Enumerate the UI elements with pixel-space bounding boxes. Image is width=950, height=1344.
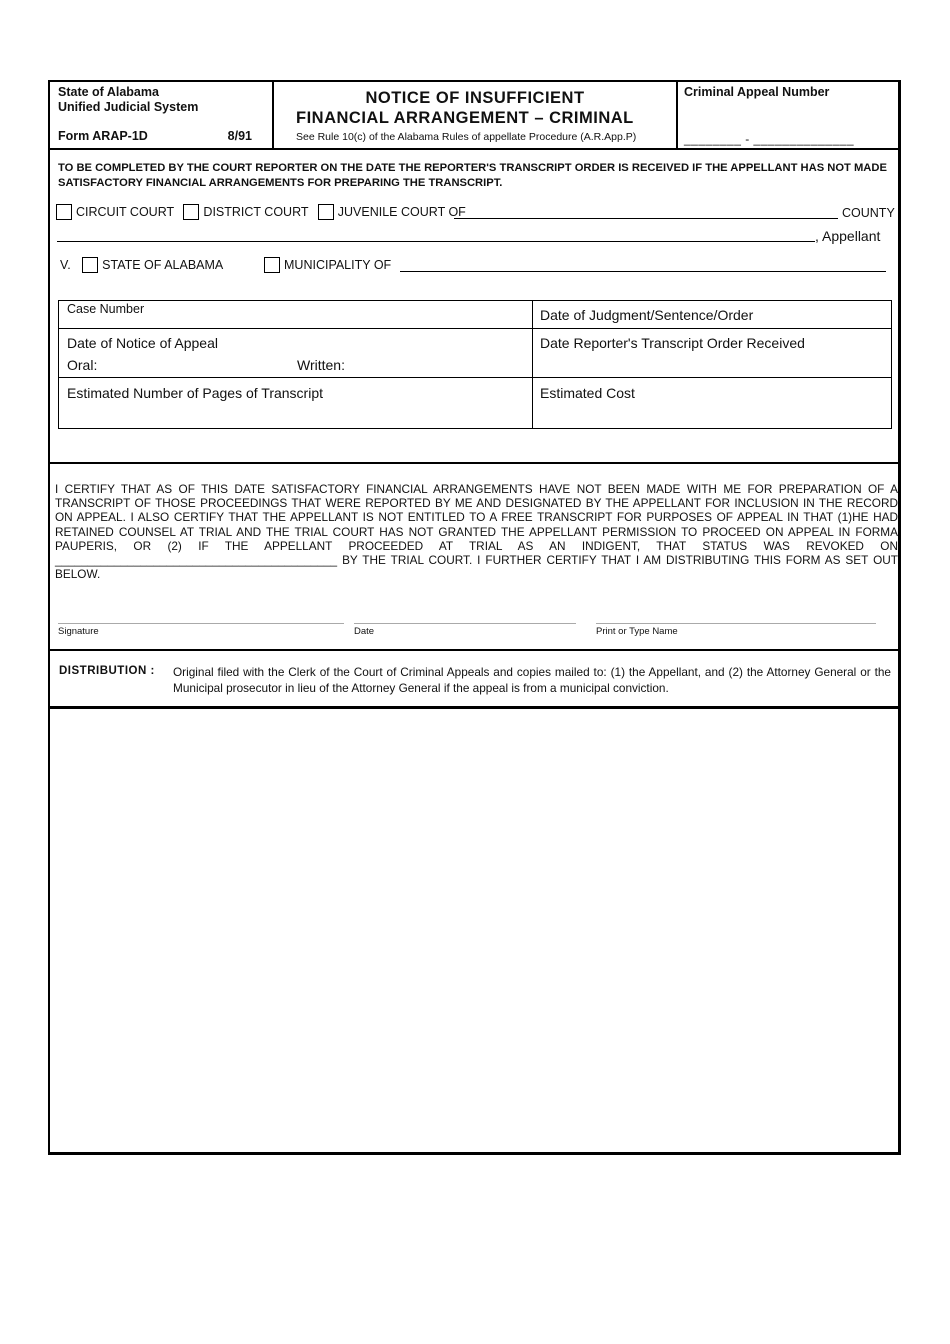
state-of-alabama-label: STATE OF ALABAMA xyxy=(102,258,224,272)
juvenile-court-label: JUVENILE COURT OF xyxy=(337,205,466,219)
municipality-row xyxy=(264,257,391,273)
appellant-label: , Appellant xyxy=(815,228,881,244)
signature-line[interactable] xyxy=(58,623,344,624)
date-label: Date xyxy=(354,626,375,637)
judicial-system: Unified Judicial System xyxy=(58,100,199,114)
county-field[interactable] xyxy=(454,207,838,219)
municipality-field[interactable] xyxy=(400,260,886,272)
state-name: State of Alabama xyxy=(58,85,159,99)
form-frame xyxy=(48,80,901,1155)
section-divider xyxy=(50,462,898,464)
distribution-text: Original filed with the Clerk of the Court of Criminal Appeals and copies mailed to: (1) the Appellant, and (2) the Attorney General or the Municipal prosecutor in lieu of the Attorney General if the appeal is from a municipal conviction. xyxy=(173,665,891,695)
form-title-line2: FINANCIAL ARRANGEMENT – CRIMINAL xyxy=(296,109,634,127)
est-pages-label: Estimated Number of Pages of Transcript xyxy=(67,385,323,401)
district-court-label: DISTRICT COURT xyxy=(203,205,309,219)
date-reporter-label: Date Reporter's Transcript Order Received xyxy=(540,335,805,351)
form-id-row xyxy=(58,129,266,143)
section-divider xyxy=(50,706,898,709)
table-rule xyxy=(59,377,891,378)
appeal-number-cell xyxy=(678,82,901,148)
signature-label: Signature xyxy=(58,626,99,637)
appeal-number-field[interactable]: ________ - ______________ xyxy=(684,132,854,146)
written-label: Written: xyxy=(297,357,345,373)
oral-label: Oral: xyxy=(67,357,98,373)
table-rule xyxy=(532,328,891,329)
title-cell xyxy=(274,82,678,148)
versus-label: V. xyxy=(60,258,71,272)
date-notice-label: Date of Notice of Appeal xyxy=(67,335,218,351)
revoked-date-field[interactable]: ___________________________________________ xyxy=(55,553,338,568)
appeal-number-label: Criminal Appeal Number xyxy=(684,85,830,99)
form-version: 8/91 xyxy=(227,129,252,143)
municipality-label: MUNICIPALITY OF xyxy=(284,258,392,272)
district-court-checkbox[interactable] xyxy=(183,204,199,220)
section-divider xyxy=(50,649,898,651)
date-line[interactable] xyxy=(354,623,576,624)
table-divider xyxy=(532,301,533,428)
county-label: COUNTY xyxy=(842,206,895,220)
state-of-alabama-checkbox[interactable] xyxy=(82,257,98,273)
form-id: Form ARAP-1D xyxy=(58,129,148,143)
juvenile-court-checkbox[interactable] xyxy=(318,204,334,220)
case-info-table xyxy=(58,300,892,429)
case-number-label: Case Number xyxy=(67,302,145,316)
certification-text xyxy=(55,482,898,581)
distribution-label: DISTRIBUTION : xyxy=(59,665,155,677)
appellant-name-field[interactable] xyxy=(57,230,815,242)
circuit-court-label: CIRCUIT COURT xyxy=(76,205,174,219)
court-row xyxy=(56,204,466,220)
certification-part2: BY THE TRIAL COURT. I FURTHER CERTIFY THAT I AM DISTRIBUTING THIS FORM AS SET OUT BELOW. xyxy=(55,553,898,582)
instructions: TO BE COMPLETED BY THE COURT REPORTER ON THE DATE THE REPORTER'S TRANSCRIPT ORDER IS RECEIVED IF THE APPELLANT HAS NOT MADE SATISFACTORY FINANCIAL ARRANGEMENTS FOR PREPARING THE TRANSCRIPT. xyxy=(58,162,887,189)
municipality-checkbox[interactable] xyxy=(264,257,280,273)
form-header xyxy=(50,82,898,150)
certification-part1: I CERTIFY THAT AS OF THIS DATE SATISFACTORY FINANCIAL ARRANGEMENTS HAVE NOT BEEN MADE WITH ME FOR PREPARATION OF A TRANSCRIPT OF THOSE PROCEEDINGS THAT WERE REPORTED BY ME AND DESIGNATED BY THE APPELLANT FOR INCLUSION IN THE RECORD ON APPEAL. I ALSO CERTIFY THAT THE APPELLANT IS NOT ENTITLED TO A FREE TRANSCRIPT FOR PURPOSES OF APPEAL IN THAT (1)HE HAD RETAINED COUNSEL AT TRIAL AND THE TRIAL COURT HAS NOT GRANTED THE APPELLANT PERMISSION TO PROCEED ON APPEAL IN FORMA PAUPERIS, OR (2) IF THE APPELLANT PROCEEDED AT TRIAL AS AN INDIGENT, THAT STATUS WAS REVOKED ON xyxy=(55,482,898,553)
form-title-line1: NOTICE OF INSUFFICIENT xyxy=(365,89,585,107)
print-name-label: Print or Type Name xyxy=(596,626,678,637)
date-judgment-label: Date of Judgment/Sentence/Order xyxy=(540,307,754,323)
issuer-cell xyxy=(50,82,274,148)
versus-row xyxy=(60,257,223,273)
table-rule xyxy=(59,328,533,329)
rule-reference: See Rule 10(c) of the Alabama Rules of appellate Procedure (A.R.App.P) xyxy=(296,131,637,143)
print-name-line[interactable] xyxy=(596,623,876,624)
circuit-court-checkbox[interactable] xyxy=(56,204,72,220)
est-cost-label: Estimated Cost xyxy=(540,385,635,401)
